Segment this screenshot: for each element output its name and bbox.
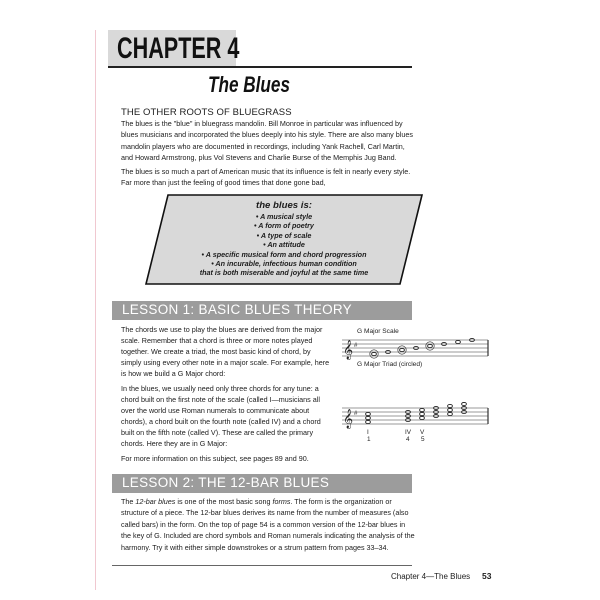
section-paragraph-2: [121, 166, 413, 189]
scale-degree-1: 1: [367, 436, 371, 443]
lesson-1-header: [112, 301, 412, 320]
scale-degree-4: 4: [406, 436, 410, 443]
page-edge: [95, 30, 96, 590]
svg-text:𝄞: 𝄞: [343, 409, 354, 429]
chapter-rule: [108, 66, 412, 68]
text-run: is one of the most basic song: [175, 497, 273, 506]
lesson-2-title: LESSON 2: THE 12-BAR BLUES: [122, 475, 330, 490]
section-heading: THE OTHER ROOTS OF BLUEGRASS: [121, 107, 292, 118]
section-paragraph-1: [121, 118, 413, 164]
callout-text: [144, 200, 424, 278]
callout-item: • A form of poetry: [254, 221, 314, 231]
chapter-subtitle: The Blues: [208, 72, 291, 97]
footer-chapter-label: Chapter 4—The Blues: [391, 572, 471, 581]
text-run-italic: forms: [272, 497, 291, 506]
g-major-scale-staff: [340, 335, 490, 361]
scale-label: G Major Scale: [357, 328, 399, 335]
text-run-italic: 12-bar blues: [135, 497, 176, 506]
callout-item: • An attitude: [263, 240, 305, 250]
paragraph-text: The chords we use to play the blues are derived from the major scale. Remember that a chord is three or more notes played together. We create a triad, the most basic kind of chord, by simply using every other note in a major scale. For example, here is how we build a G Major chord:: [121, 325, 330, 378]
roman-numeral-i: I: [367, 429, 369, 436]
lesson-1-paragraph-2: [121, 383, 331, 449]
roman-numeral-v: V: [420, 429, 425, 436]
footer-rule: [112, 565, 412, 566]
roman-numeral-iv: IV: [405, 429, 412, 436]
paragraph-text: The blues is so much a part of American music that its influence is felt in nearly every style. Far more than just the feeling of good times that done gone bad,: [121, 167, 411, 188]
paragraph-text: In the blues, we usually need only three chords for any tune: a chord built on the first note of the scale (called I—musicians all over the world use Roman numerals to communicate about chords), a chord built on the fourth note (called IV) and a chord built on the fifth note (called V). These are called the primary chords. Here they are in G Major:: [121, 384, 321, 448]
lesson-2-paragraph: [121, 496, 417, 553]
page-number: 53: [482, 571, 492, 581]
paragraph-text: The blues is the "blue" in bluegrass mandolin. Bill Monroe in particular was influenced by blues musicians and incorporated the blues deeply into his style. There are also many blues mandolin players who are documented in recordings, including Yank Rachell, Carl Martin, and Howard Armstrong, plus Vol Stevens and Charlie Burse of the Memphis Jug Band.: [121, 119, 413, 163]
triad-label: G Major Triad (circled): [357, 361, 423, 368]
lesson-1-paragraph-1: [121, 324, 331, 379]
callout-item: that is both miserable and joyful at the same time: [199, 268, 369, 278]
text-run: The: [121, 497, 136, 506]
callout-item: • An incurable, infectious human condition: [211, 259, 357, 269]
callout-item: • A musical style: [255, 212, 313, 221]
callout-item: • A specific musical form and chord progression: [201, 249, 367, 259]
callout-item: • A type of scale: [256, 230, 312, 240]
chapter-title: CHAPTER 4: [117, 32, 240, 65]
svg-text:#: #: [354, 343, 358, 349]
primary-chords-staff: [340, 402, 490, 430]
svg-text:#: #: [354, 411, 358, 417]
text-run: . The form is the organization or structure of a piece. The 12-bar blues derives its name from the number of measures (also called bars) in the form. On the top of page 54 is a common version of the 12-bar blues in the key of G. Included are chord symbols and Roman numerals indicating the analysis of the harmony. Try it with either simple downstrokes or a strum pattern from pages 33–34.: [121, 497, 415, 552]
lesson-1-title: LESSON 1: BASIC BLUES THEORY: [122, 302, 352, 317]
blues-definition-callout: [144, 193, 424, 286]
lesson-2-header: [112, 474, 412, 493]
paragraph-text: For more information on this subject, see pages 89 and 90.: [121, 454, 309, 463]
lesson-1-paragraph-3: [121, 453, 331, 464]
svg-text:𝄞: 𝄞: [343, 340, 354, 360]
paragraph-text: [121, 496, 417, 553]
callout-heading: the blues is:: [256, 200, 312, 211]
scale-degree-5: 5: [421, 436, 425, 443]
